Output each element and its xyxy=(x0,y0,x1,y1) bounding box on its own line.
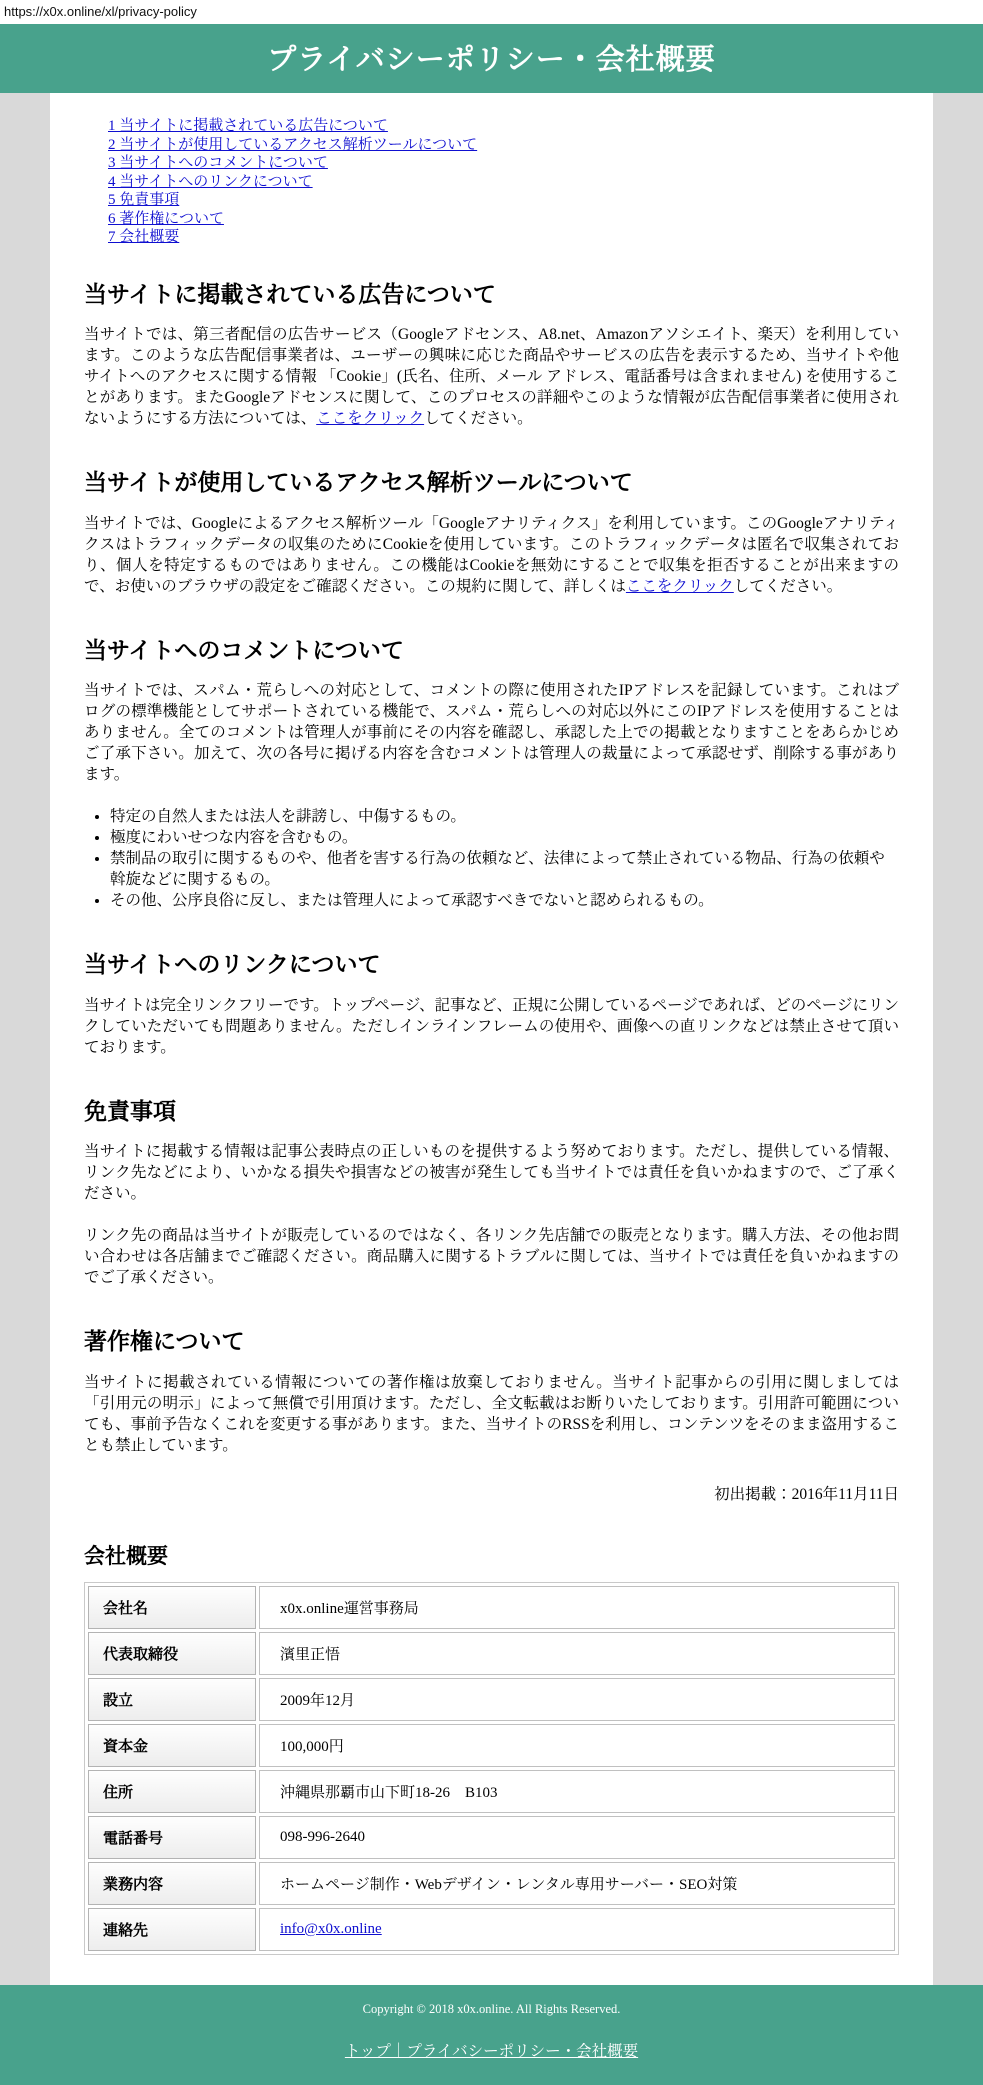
table-row xyxy=(88,1816,895,1859)
table-row xyxy=(88,1724,895,1767)
company-field-value xyxy=(259,1908,895,1951)
company-field-value: 2009年12月 xyxy=(259,1678,895,1721)
section-links xyxy=(84,951,899,1058)
analytics-click-here-link[interactable]: ここをクリック xyxy=(625,577,734,595)
analytics-text-after: してください。 xyxy=(733,577,843,595)
section-heading-copyright: 著作権について xyxy=(84,1328,245,1355)
toc-item xyxy=(108,191,899,210)
company-field-label: 連絡先 xyxy=(88,1908,256,1951)
toc-item xyxy=(108,173,899,192)
copyright-paragraph: 当サイトに掲載されている情報についての著作権は放棄しておりません。当サイト記事からの引用に関しましては「引用元の明示」によって無償で引用頂けます。ただし、全文転載はお断りいたしております。引用許可範囲についても、事前予告なくこれを変更する事があります。また、当サイトのRSSを利用し、コンテンツをそのまま盗用することも禁止しています。 xyxy=(84,1374,899,1455)
table-of-contents xyxy=(84,117,899,247)
list-item: • その他、公序良俗に反し、または管理人によって承認すべきでないと認められるもの。 xyxy=(110,890,899,911)
company-field-label: 資本金 xyxy=(88,1724,256,1767)
toc-item xyxy=(108,228,899,247)
toc-item xyxy=(108,154,899,173)
section-disclaimer xyxy=(84,1098,899,1289)
url-bar xyxy=(0,0,983,24)
footer-nav xyxy=(0,2039,983,2061)
company-field-label: 代表取締役 xyxy=(88,1632,256,1675)
first-published-date: 初出掲載：2016年11月11日 xyxy=(714,1486,899,1504)
contact-email-link[interactable]: info@x0x.online xyxy=(280,1921,382,1938)
section-analytics xyxy=(84,469,899,597)
ads-paragraph xyxy=(84,324,899,429)
toc-item xyxy=(108,136,899,155)
section-copyright-policy xyxy=(84,1328,899,1504)
table-row xyxy=(88,1862,895,1905)
list-item: • 特定の自然人または法人を誹謗し、中傷するもの。 xyxy=(110,806,899,827)
company-field-label: 会社名 xyxy=(88,1586,256,1629)
page-url: https://x0x.online/xl/privacy-policy xyxy=(4,4,197,19)
section-heading-analytics: 当サイトが使用しているアクセス解析ツールについて xyxy=(84,469,633,496)
ads-text-after: してください。 xyxy=(424,410,533,428)
page-header xyxy=(0,24,983,93)
toc-item xyxy=(108,210,899,229)
table-row xyxy=(88,1678,895,1721)
toc-link-copyright[interactable]: 6 著作権について xyxy=(108,210,224,227)
table-row xyxy=(88,1632,895,1675)
section-ads xyxy=(84,281,899,430)
analytics-paragraph xyxy=(84,513,899,597)
toc-link-comments[interactable]: 3 当サイトへのコメントについて xyxy=(108,155,328,171)
company-field-label: 住所 xyxy=(88,1770,256,1813)
toc-link-disclaimer[interactable]: 5 免責事項 xyxy=(108,192,180,208)
company-field-label: 電話番号 xyxy=(88,1816,256,1859)
toc-item xyxy=(108,117,899,136)
disclaimer-paragraph-1: 当サイトに掲載する情報は記事公表時点の正しいものを提供するよう努めております。ただし、提供している情報、リンク先などにより、いかなる損失や損害などの被害が発生しても当サイトでは責任を負いかねますので、ご了承ください。 xyxy=(84,1143,899,1203)
company-field-label: 業務内容 xyxy=(88,1862,256,1905)
page-footer xyxy=(0,1985,983,2085)
section-heading-disclaimer: 免責事項 xyxy=(84,1097,176,1124)
table-row xyxy=(88,1770,895,1813)
table-row xyxy=(88,1586,895,1629)
company-field-value: 098-996-2640 xyxy=(259,1816,895,1859)
company-field-label: 設立 xyxy=(88,1678,256,1721)
main-content xyxy=(50,93,933,1985)
list-item: • 禁制品の取引に関するものや、他者を害する行為の依頼など、法律によって禁止されている物品、行為の依頼や斡旋などに関するもの。 xyxy=(110,848,899,890)
comment-rules-list xyxy=(84,806,899,911)
toc-link-analytics[interactable]: 2 当サイトが使用しているアクセス解析ツールについて xyxy=(108,136,478,153)
company-info-table xyxy=(84,1582,899,1955)
copyright-notice: Copyright © 2018 x0x.online. All Rights Reserved. xyxy=(362,2002,621,2017)
page-title: プライバシーポリシー・会社概要 xyxy=(267,44,716,76)
company-field-value: 濱里正悟 xyxy=(259,1632,895,1675)
section-heading-ads: 当サイトに掲載されている広告について xyxy=(84,280,496,307)
toc-link-ads[interactable]: 1 当サイトに掲載されている広告について xyxy=(108,118,388,134)
section-heading-comments: 当サイトへのコメントについて xyxy=(84,636,404,663)
ads-click-here-link[interactable]: ここをクリック xyxy=(316,410,425,428)
comments-paragraph: 当サイトでは、スパム・荒らしへの対応として、コメントの際に使用されたIPアドレスを記録しています。これはブログの標準機能としてサポートされている機能で、スパム・荒らしへの対応以外にこのIPアドレスを使用することはありません。全てのコメントは管理人が事前にその内容を確認し、承認した上での掲載となりますことをあらかじめご了承下さい。加えて、次の各号に掲げる内容を含むコメントは管理人の裁量によって承認せず、削除する事があります。 xyxy=(84,682,899,784)
company-field-value: x0x.online運営事務局 xyxy=(259,1586,895,1629)
section-company xyxy=(84,1540,899,1955)
analytics-text-before: 当サイトでは、Googleによるアクセス解析ツール「Googleアナリティクス」を利用しています。このGoogleアナリティクスはトラフィックデータの収集のためにCookieを使用しています。このトラフィックデータは匿名で収集されており、個人を特定するものではありません。この機能はCookieを無効にすることで収集を拒否することが出来ますので、お使いのブラウザの設定をご確認ください。この規約に関して、詳しくは xyxy=(84,514,899,595)
toc-link-company[interactable]: 7 会社概要 xyxy=(108,229,180,245)
section-heading-links: 当サイトへのリンクについて xyxy=(84,951,381,978)
list-item: • 極度にわいせつな内容を含むもの。 xyxy=(110,827,899,848)
section-comments xyxy=(84,637,899,912)
section-heading-company: 会社概要 xyxy=(84,1545,168,1569)
company-field-value: 沖縄県那覇市山下町18-26 B103 xyxy=(259,1770,895,1813)
ads-text-before: 当サイトでは、第三者配信の広告サービス（Googleアドセンス、A8.net、Amazonアソシエイト、楽天）を利用しています。このような広告配信事業者は、ユーザーの興味に応じた商品やサービスの広告を表示するため、当サイトや他サイトへのアクセスに関する情報 「Cookie」(氏名、住所、メール アドレス、電話番号は含まれません) を使用することがあります。またGoogleアドセンスに関して、このプロセスの詳細やこのような情報が広告配信事業者に使用されないようにする方法については、 xyxy=(84,326,899,428)
disclaimer-paragraph-2: リンク先の商品は当サイトが販売しているのではなく、各リンク先店舗での販売となります。購入方法、その他お問い合わせは各店舗までご確認ください。商品購入に関するトラブルに関しては、当サイトでは責任を負いかねますのでご了承ください。 xyxy=(84,1227,899,1287)
links-paragraph: 当サイトは完全リンクフリーです。トップページ、記事など、正規に公開しているページであれば、どのページにリンクしていただいても問題ありません。ただしインラインフレームの使用や、画像への直リンクなどは禁止させて頂いております。 xyxy=(84,996,899,1056)
company-field-value: ホームページ制作・Webデザイン・レンタル専用サーバー・SEO対策 xyxy=(259,1862,895,1905)
toc-link-links[interactable]: 4 当サイトへのリンクについて xyxy=(108,173,313,190)
footer-nav-link[interactable]: トップ｜プライバシーポリシー・会社概要 xyxy=(344,2043,639,2061)
table-row xyxy=(88,1908,895,1951)
company-field-value: 100,000円 xyxy=(259,1724,895,1767)
